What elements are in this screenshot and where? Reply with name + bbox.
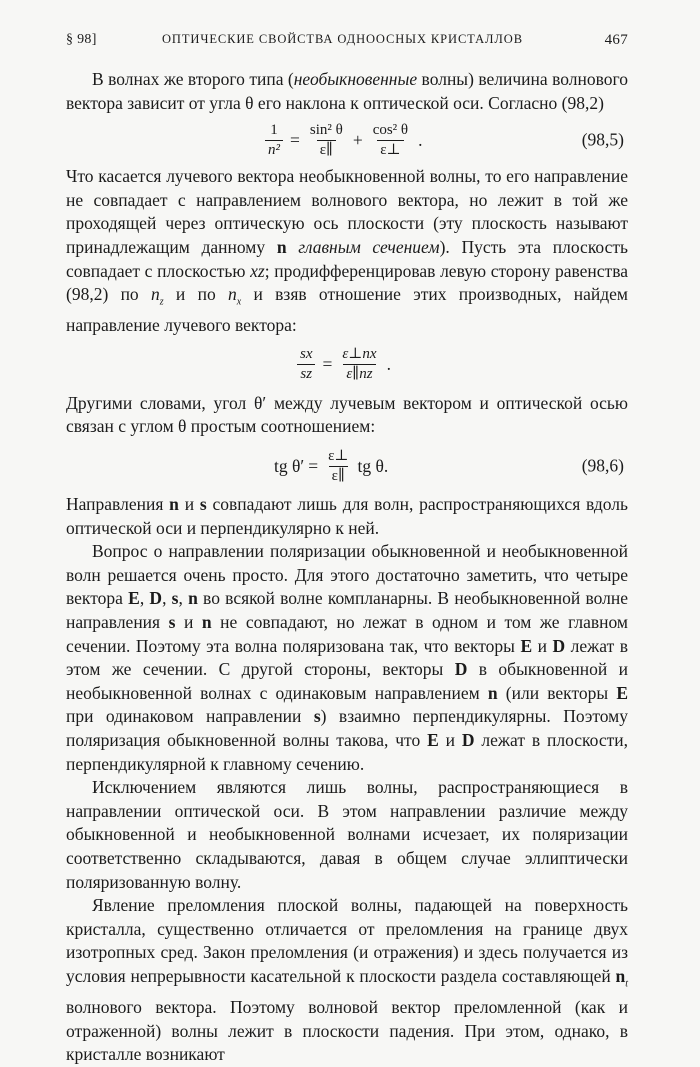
- paragraph-3: Другими словами, угол θ′ между лучевым вектором и оптической осью связан с углом θ простым соотношением:: [66, 392, 628, 437]
- paragraph-4: Направления n и s совпадают лишь для волн, распространяющихся вдоль оптической оси и перпендикулярно к ней.: [66, 494, 628, 538]
- fraction-eps-n: $\frac{\varepsilon\perp nx}{\varepsilon\parallel nz}$: [342, 346, 377, 383]
- paragraph-1: В волнах же второго типа (необыкновенные волны) величина волнового вектора зависит от угла θ его наклона к оптической оси. Согласно (98,2): [66, 69, 628, 113]
- paragraph-7: Явление преломления плоской волны, падающей на поверхность кристалла, существенно отличается от преломления на границе двух изотропных сред. Закон преломления (и отражения) и здесь получается из условия непрерывности касательной к плоскости раздела составляющей $n_t$ волнового вектора. Поэтому волновой вектор преломленной (как и отраженной) волны лежит в плоскости падения. При этом, однако, в кристалле возникают: [66, 895, 628, 1065]
- paragraph-5: Вопрос о направлении поляризации обыкновенной и необыкновенной волн решается очень просто. Для этого достаточно заметить, что четыре вектора E, D, s, n во всякой волне компланарны. В необыкновенной волне направления s и n не совпадают, но лежат в одном и том же главном сечении. Поэтому эта волна поляризована так, что векторы E и D лежат в этом же сечении. С другой стороны, векторы D в обыкновенной и необыкновенной волнах с одинаковым направлением n (или векторы E при одинаковом направлении s) взаимно перпендикулярны. Поэтому поляризация обыкновенной волны такова, что E и D лежат в плоскости, перпендикулярной к главному сечению.: [66, 541, 629, 774]
- page-number: 467: [604, 32, 628, 48]
- equation-98-5: $\frac{1}{\text{n²}}$ = $\frac{\text{sin² θ}}{\varepsilon\parallel}$ + $\frac{\text{cos² θ}}{\varepsilon\perp}$ . (98,5): [66, 115, 628, 165]
- fraction-sin: $\frac{\text{sin² θ}}{\varepsilon\parallel}$: [309, 121, 343, 158]
- fraction-eps: $\frac{\varepsilon\perp}{\varepsilon\parallel}$: [328, 447, 349, 484]
- paragraph-2: Что касается лучевого вектора необыкновенной волны, то его направление не совпадает с направлением волнового вектора, но лежит в той же проходящей через оптическую ось плоскости (эту плоскость называют принадлежащим данному n главным сечением). Пусть эта плоскость совпадает с плоскостью xz; продифференцировав левую сторону равенства (98,2) по $n_z$ и по $n_x$ и взяв отношение этих производных, найдем направление лучевого вектора:: [66, 166, 629, 336]
- chapter-title: ОПТИЧЕСКИЕ СВОЙСТВА ОДНООСНЫХ КРИСТАЛЛОВ: [162, 32, 523, 46]
- running-header: [66, 32, 628, 52]
- equation-98-6: tg θ′ = $\frac{\varepsilon\perp}{\varepsilon\parallel}$ tg θ. (98,6): [274, 447, 624, 484]
- fraction-s: $\frac{sx}{sz}$: [297, 346, 316, 383]
- page-body: [66, 68, 628, 1067]
- fraction-lhs: $\frac{1}{\text{n²}}$: [265, 122, 283, 159]
- equation-number: (98,6): [581, 455, 624, 476]
- equation-ray-direction: $\frac{sx}{sz}$ = $\frac{\varepsilon\perp nx}{\varepsilon\parallel nz}$ .: [66, 338, 628, 392]
- fraction-cos: $\frac{\text{cos² θ}}{\varepsilon\perp}$: [372, 121, 409, 158]
- section-ref: § 98]: [66, 32, 97, 47]
- equation-number: (98,5): [581, 129, 624, 150]
- paragraph-6: Исключением являются лишь волны, распространяющиеся в направлении оптической оси. В этом направлении различие между обыкновенной и необыкновенной волнами исчезает, их поляризации соответственно складываются, давая в общем случае эллиптически поляризованную волну.: [66, 777, 628, 892]
